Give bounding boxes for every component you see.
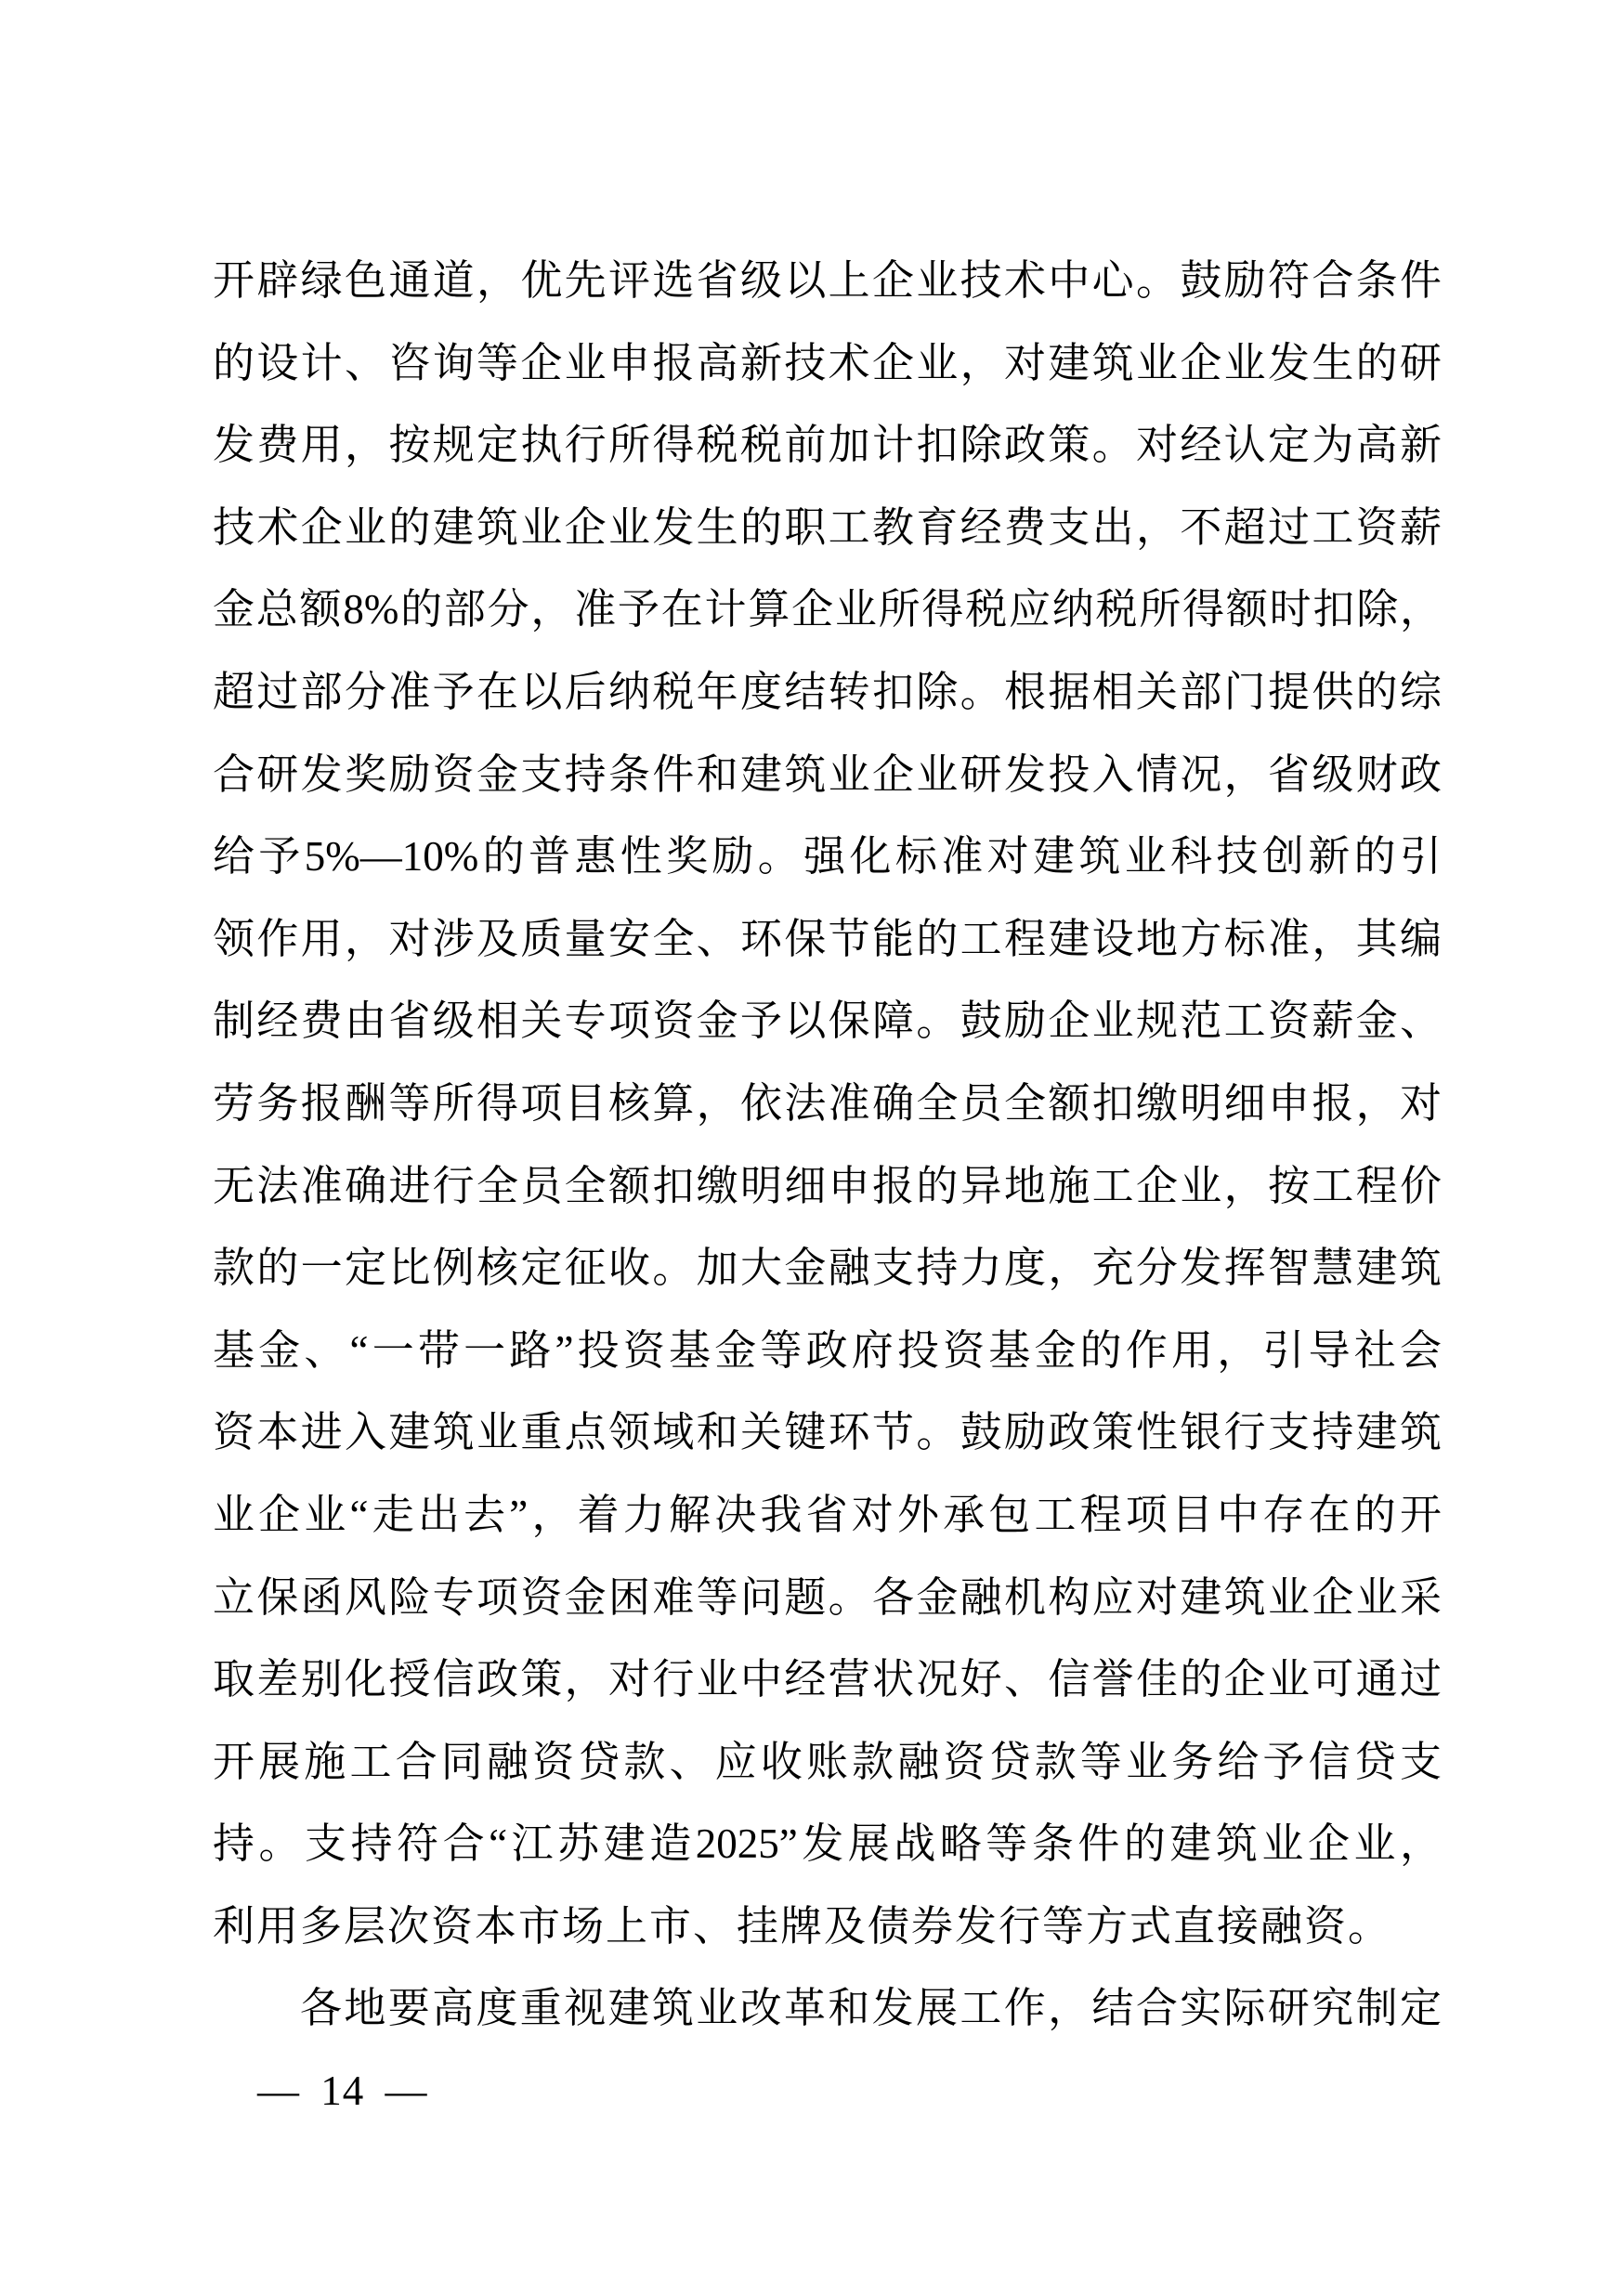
text-line: 领作用，对涉及质量安全、环保节能的工程建设地方标准，其编	[213, 915, 1442, 962]
text-line: 开辟绿色通道，优先评选省级以上企业技术中心。鼓励符合条件	[213, 257, 1442, 304]
text-line: 技术企业的建筑业企业发生的职工教育经费支出，不超过工资薪	[213, 503, 1442, 551]
text-line: 给予5%—10%的普惠性奖励。强化标准对建筑业科技创新的引	[213, 833, 1442, 881]
text-line: 持。支持符合“江苏建造2025”发展战略等条件的建筑业企业，	[213, 1820, 1442, 1868]
text-line: 立保函风险专项资金困难等问题。各金融机构应对建筑业企业采	[213, 1573, 1442, 1621]
text-line: 款的一定比例核定征收。加大金融支持力度，充分发挥智慧建筑	[213, 1245, 1442, 1292]
text-line: 超过部分准予在以后纳税年度结转扣除。根据相关部门提供的综	[213, 668, 1442, 715]
text-line: 取差别化授信政策，对行业中经营状况好、信誉佳的企业可通过	[213, 1656, 1442, 1703]
text-line: 业企业“走出去”，着力解决我省对外承包工程项目中存在的开	[213, 1491, 1442, 1538]
page-number	[257, 2068, 428, 2114]
text-line: 金总额8%的部分，准予在计算企业所得税应纳税所得额时扣除，	[213, 586, 1442, 633]
text-line-paragraph-end: 利用多层次资本市场上市、挂牌及债券发行等方式直接融资。	[213, 1902, 1392, 1950]
text-line: 资本进入建筑业重点领域和关键环节。鼓励政策性银行支持建筑	[213, 1409, 1442, 1456]
text-line: 发费用，按规定执行所得税税前加计扣除政策。对经认定为高新	[213, 422, 1442, 469]
text-line: 劳务报酬等所得项目核算，依法准确全员全额扣缴明细申报，对	[213, 1079, 1442, 1127]
text-line: 制经费由省级相关专项资金予以保障。鼓励企业规范工资薪金、	[213, 998, 1442, 1045]
text-line-new-paragraph: 各地要高度重视建筑业改革和发展工作，结合实际研究制定	[300, 1985, 1442, 2032]
text-line: 合研发奖励资金支持条件和建筑业企业研发投入情况，省级财政	[213, 750, 1442, 798]
text-line: 开展施工合同融资贷款、应收账款融资贷款等业务给予信贷支	[213, 1738, 1442, 1785]
text-line: 的设计、咨询等企业申报高新技术企业，对建筑业企业发生的研	[213, 339, 1442, 386]
text-line: 基金、“一带一路”投资基金等政府投资基金的作用，引导社会	[213, 1326, 1442, 1374]
page-number-label: — 14 —	[257, 2068, 428, 2114]
text-block	[213, 240, 1442, 2050]
text-line: 无法准确进行全员全额扣缴明细申报的异地施工企业，按工程价	[213, 1162, 1442, 1209]
